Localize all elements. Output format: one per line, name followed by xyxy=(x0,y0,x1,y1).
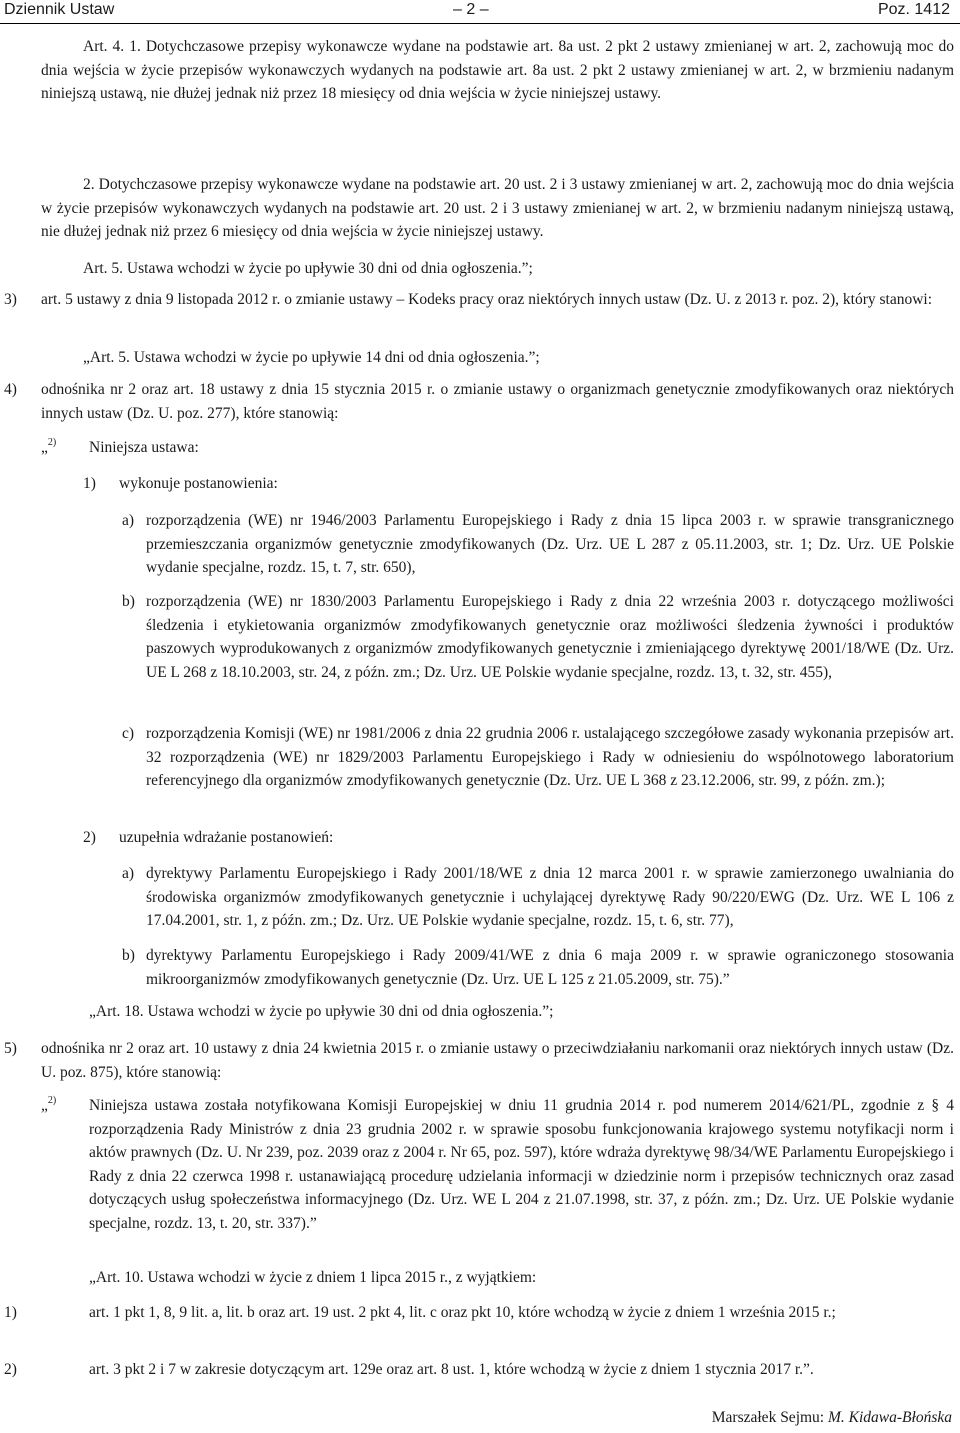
item-3-number: 3) xyxy=(4,291,17,308)
art4-par1: Art. 4. 1. Dotychczasowe przepisy wykonawcze wydane na podstawie art. 8a ust. 2 pkt 2 ustawy zmienianej w art. 2, zachowują moc do dnia wejścia w życie przepisów wykonawczych wydanych na podstawie art. 8a ust. 2 pkt 2 ustawy zmienianej w art. 2, w brzmieniu nadanym niniejszą ustawą, nie dłużej jednak niż przez 18 miesięcy od dnia wejścia w życie niniejszej ustawy. xyxy=(41,38,954,102)
footnote-5-mark: „$^{2)}$ xyxy=(41,1095,57,1114)
footnote-4-1b-text: rozporządzenia (WE) nr 1830/2003 Parlamentu Europejskiego i Rady z dnia 22 września 2003 r. dotyczącego możliwości śledzenia i etykietowania organizmów zmodyfikowanych genetycznie oraz możliwości śledzenia żywności i produktów paszowych wyprodukowanych z organizmów zmodyfikowanych genetycznie i zmieniającego dyrektywę 2001/18/WE (Dz. Urz. UE L 268 z 18.10.2003, str. 24, z późn. zm.; Dz. Urz. UE Polskie wydanie specjalne, rozdz. 13, t. 32, str. 455), xyxy=(146,593,954,681)
art10-2-text: art. 3 pkt 2 i 7 w zakresie dotyczącym art. 129e oraz art. 8 ust. 1, które wchodzą w życie z dniem 1 stycznia 2017 r.”. xyxy=(89,1361,814,1378)
item-4-number: 4) xyxy=(4,381,17,398)
art10-text: „Art. 10. Ustawa wchodzi w życie z dniem 1 lipca 2015 r., z wyjątkiem: xyxy=(89,1269,537,1286)
footnote-4-2b-letter: b) xyxy=(122,947,135,964)
footnote-4-1c-text: rozporządzenia Komisji (WE) nr 1981/2006 z dnia 22 grudnia 2006 r. ustalającego szczegółowe zasady wykonania przepisów art. 32 rozporządzenia (WE) nr 1829/2003 Parlamentu Europejskiego i Rady w odniesieniu do wspólnotowego laboratorium referencyjnego dla organizmów zmodyfikowanych genetycznie (Dz. Urz. UE L 368 z 23.12.2006, str. 99, z późn. zm.); xyxy=(146,725,954,789)
item-5-number: 5) xyxy=(4,1040,17,1057)
art10-2-number: 2) xyxy=(4,1361,17,1378)
art4-par2: 2. Dotychczasowe przepisy wykonawcze wydane na podstawie art. 20 ust. 2 i 3 ustawy zmienianej w art. 2, zachowują moc do dnia wejścia w życie przepisów wykonawczych wydanych na podstawie art. 20 ust. 2 i 3 ustawy zmienianej w art. 2, w brzmieniu nadanym niniejszą ustawą, nie dłużej jednak niż przez 6 miesięcy od dnia wejścia w życie niniejszej ustawy. xyxy=(41,176,954,240)
footnote-5-text: Niniejsza ustawa została notyfikowana Komisji Europejskiej w dniu 11 grudnia 2014 r. pod numerem 2014/621/PL, zgodnie z § 4 rozporządzenia Rady Ministrów z dnia 23 grudnia 2002 r. w sprawie sposobu funkcjonowania krajowego systemu notyfikacji norm i aktów prawnych (Dz. U. Nr 239, poz. 2039 oraz z 2004 r. Nr 65, poz. 597), które wdraża dyrektywę 98/34/WE Parlamentu Europejskiego i Rady z dnia 22 czerwca 1998 r. ustanawiającą procedurę udzielania informacji w dziedzinie norm i przepisów technicznych oraz zasad dotyczących usług społeczeństwa informacyjnego (Dz. Urz. WE L 204 z 21.07.1998, str. 37, z późn. zm.; Dz. Urz. UE Polskie wydanie specjalne, rozdz. 13, t. 20, str. 337).” xyxy=(89,1097,954,1232)
footnote-4-intro: Niniejsza ustawa: xyxy=(89,439,199,456)
position-number: Poz. 1412 xyxy=(877,1,950,18)
item-4-quote: „Art. 18. Ustawa wchodzi w życie po upływie 30 dni od dnia ogłoszenia.”; xyxy=(89,1003,554,1020)
footnote-4-1-number: 1) xyxy=(83,475,96,492)
art10-1-text: art. 1 pkt 1, 8, 9 lit. a, lit. b oraz art. 19 ust. 2 pkt 4, lit. c oraz pkt 10, które wchodzą w życie z dniem 1 września 2015 r.; xyxy=(89,1304,836,1321)
item-3-text: art. 5 ustawy z dnia 9 listopada 2012 r. o zmianie ustawy – Kodeks pracy oraz niektórych innych ustaw (Dz. U. z 2013 r. poz. 2), który stanowi: xyxy=(41,291,933,308)
footnote-4-1b-letter: b) xyxy=(122,593,135,610)
footnote-4-1c-letter: c) xyxy=(122,725,135,742)
footnote-4-1a-text: rozporządzenia (WE) nr 1946/2003 Parlamentu Europejskiego i Rady z dnia 15 lipca 2003 r. w sprawie transgranicznego przemieszczania organizmów genetycznie zmodyfikowanych (Dz. Urz. UE L 287 z 05.11.2003, str. 1; Dz. Urz. UE Polskie wydanie specjalne, rozdz. 15, t. 7, str. 650), xyxy=(146,512,954,576)
page-number: – 2 – xyxy=(453,1,489,18)
signature-label: Marszałek Sejmu: xyxy=(711,1409,825,1426)
footnote-4-2-number: 2) xyxy=(83,829,96,846)
art5-text: Art. 5. Ustawa wchodzi w życie po upływie 30 dni od dnia ogłoszenia.”; xyxy=(83,260,533,277)
footnote-4-mark: „$^{2)}$ xyxy=(41,437,57,456)
item-5-text: odnośnika nr 2 oraz art. 10 ustawy z dnia 24 kwietnia 2015 r. o zmianie ustawy o przeciwdziałaniu narkomanii oraz niektórych innych ustaw (Dz. U. poz. 875), które stanowią: xyxy=(41,1040,954,1081)
item-3-quote: „Art. 5. Ustawa wchodzi w życie po upływie 14 dni od dnia ogłoszenia.”; xyxy=(83,349,540,366)
page-header xyxy=(0,0,960,24)
signature-name: M. Kidawa-Błońska xyxy=(828,1409,952,1426)
signature xyxy=(712,1406,952,1430)
footnote-4-1-text: wykonuje postanowienia: xyxy=(119,475,278,492)
journal-title: Dziennik Ustaw xyxy=(4,1,115,18)
footnote-4-2a-text: dyrektywy Parlamentu Europejskiego i Rady 2001/18/WE z dnia 12 marca 2001 r. w sprawie zamierzonego uwalniania do środowiska organizmów zmodyfikowanych genetycznie i uchylającej dyrektywę Rady 90/220/EWG (Dz. Urz. WE L 106 z 17.04.2001, str. 1, z późn. zm.; Dz. Urz. UE Polskie wydanie specjalne, rozdz. 15, t. 6, str. 77), xyxy=(146,865,954,929)
footnote-4-2b-text: dyrektywy Parlamentu Europejskiego i Rady 2009/41/WE z dnia 6 maja 2009 r. w sprawie ograniczonego stosowania mikroorganizmów zmodyfikowanych genetycznie (Dz. Urz. UE L 125 z 21.05.2009, str. 75).” xyxy=(146,947,954,988)
art10-1-number: 1) xyxy=(4,1304,17,1321)
footnote-4-2-text: uzupełnia wdrażanie postanowień: xyxy=(119,829,334,846)
footnote-4-2a-letter: a) xyxy=(122,865,135,882)
item-4-text: odnośnika nr 2 oraz art. 18 ustawy z dnia 15 stycznia 2015 r. o zmianie ustawy o organizmach genetycznie zmodyfikowanych oraz niektórych innych ustaw (Dz. U. poz. 277), które stanowią: xyxy=(41,381,954,422)
footnote-4-1a-letter: a) xyxy=(122,512,135,529)
